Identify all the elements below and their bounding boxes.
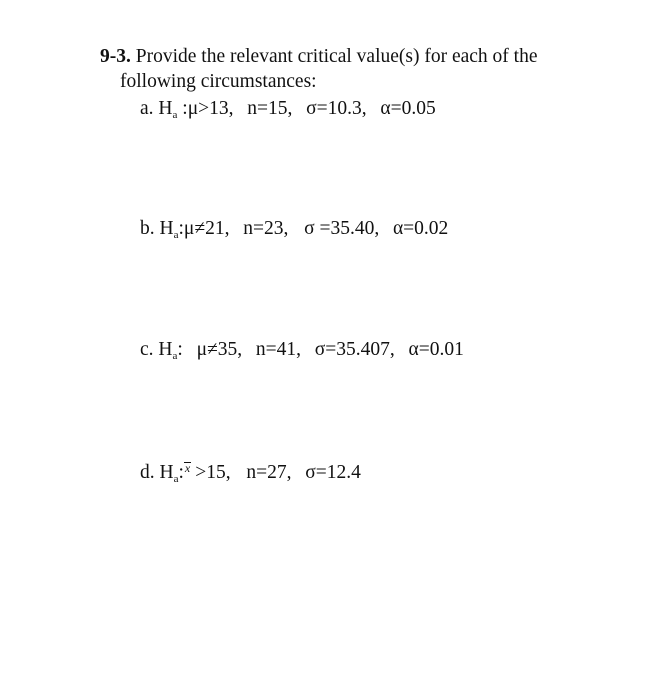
item-c	[140, 338, 464, 362]
hypothesis-separator: :	[178, 462, 184, 483]
hypothesis-condition: >15,	[195, 462, 231, 483]
item-letter: d.	[140, 462, 155, 483]
alt-hypothesis-subscript: a	[173, 473, 179, 485]
alt-hypothesis-subscript: a	[172, 350, 178, 362]
sigma-value: σ=12.4	[305, 462, 361, 483]
alt-hypothesis-symbol: H	[159, 462, 174, 483]
sigma-value: σ=10.3,	[306, 98, 367, 119]
item-b	[140, 217, 448, 241]
sigma-value: σ=35.407,	[314, 339, 395, 360]
item-letter: a.	[140, 98, 154, 119]
item-letter: b.	[140, 218, 155, 239]
alpha-value: α=0.05	[380, 98, 436, 119]
alt-hypothesis-subscript: a	[173, 229, 179, 241]
item-letter: c.	[140, 339, 154, 360]
alpha-value: α=0.01	[408, 339, 464, 360]
alt-hypothesis-symbol: H	[158, 98, 173, 119]
sample-size: n=23,	[243, 218, 289, 239]
alpha-value: α=0.02	[392, 218, 449, 239]
problem-number: 9-3.	[100, 46, 131, 67]
item-a	[140, 97, 436, 121]
hypothesis-condition: μ≠21,	[183, 218, 230, 239]
sample-size: n=15,	[247, 98, 293, 119]
hypothesis-condition: μ>13,	[187, 98, 234, 119]
alt-hypothesis-subscript: a	[172, 109, 178, 121]
item-d	[140, 461, 361, 485]
hypothesis-separator: :	[177, 339, 183, 360]
sigma-value: σ =35.40,	[304, 218, 380, 239]
alt-hypothesis-symbol: H	[158, 339, 173, 360]
problem-statement	[100, 44, 620, 94]
sample-size: n=41,	[255, 339, 301, 360]
problem-text-line2: following circumstances:	[120, 71, 317, 92]
hypothesis-separator: :	[177, 98, 188, 119]
alt-hypothesis-symbol: H	[159, 218, 174, 239]
hypothesis-condition: μ≠35,	[196, 339, 243, 360]
problem-text-line1: Provide the relevant critical value(s) for each of the	[135, 46, 538, 67]
sample-mean-symbol: x	[184, 461, 191, 475]
sample-size: n=27,	[246, 462, 292, 483]
hypothesis-separator: :	[178, 218, 184, 239]
